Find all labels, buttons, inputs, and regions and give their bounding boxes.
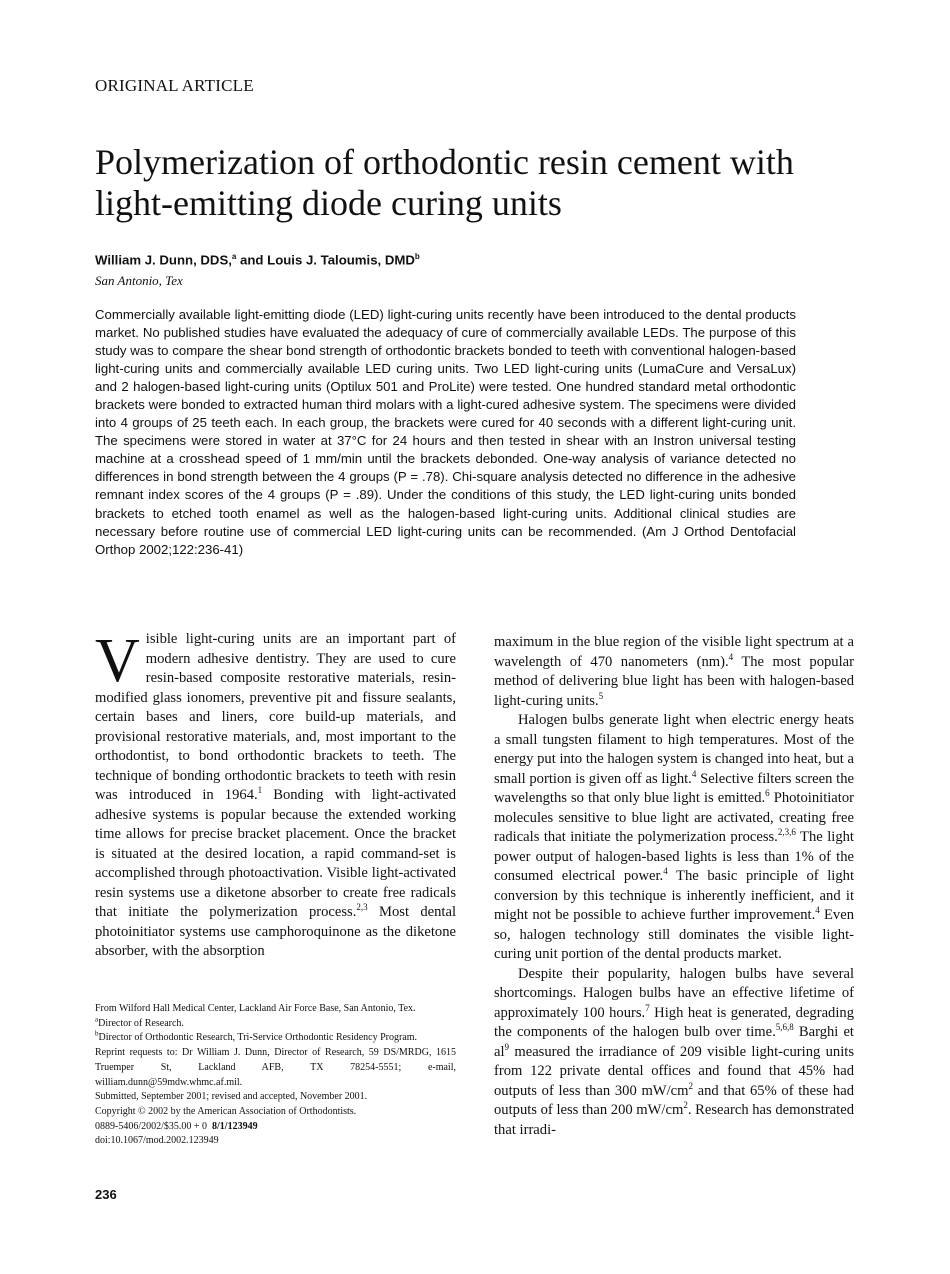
footnote-reprints: Reprint requests to: Dr William J. Dunn, Director of Research, 59 DS/MRDG, 1615 Truemper St, Lackland AFB, TX 78254-5551; e-mail, william.dunn@59mdw.whmc.af.mil. [95, 1047, 456, 1088]
footnote-affiliation: From Wilford Hall Medical Center, Lackland Air Force Base, San Antonio, Tex. [95, 1003, 416, 1014]
footnote-mark: b [95, 1030, 99, 1039]
body-column-right [494, 633, 854, 1140]
body-text: Selective filters screen the wavelengths so that only blue light is emitted. [494, 770, 855, 806]
body-text: Most dental photoinitiator systems use camphoroquinone as the diketone absorber, with the absorption [95, 904, 456, 959]
article-title: Polymerization of orthodontic resin cement with light-emitting diode curing units [95, 142, 794, 223]
issn-text: 0889-5406/2002/$35.00 + 0 [95, 1120, 213, 1132]
body-text: The basic principle of light conversion by this technique is inherently inefficient, and it might not be possible to achieve further improvement. [494, 868, 855, 923]
unit-exponent: 2 [683, 1100, 688, 1111]
citation-ref: 4 [815, 905, 820, 916]
body-text: maximum in the blue region of the visible light spectrum at a wavelength of 470 nanometers (nm). [494, 634, 854, 670]
body-text: Barghi et al [494, 1024, 854, 1060]
abstract: Commercially available light-emitting diode (LED) light-curing units recently have been introduced to the dental products market. No published studies have evaluated the adequacy of cure of commercially available LEDs. The purpose of this study was to compare the shear bond strength of orthodontic brackets bonded to teeth with conventional halogen-based light-curing units and commercially available LED curing units. Two LED light-curing units (LumaCure and VersaLux) and 2 halogen-based light-curing units (Optilux 501 and ProLite) were tested. One hundred standard metal orthodontic brackets were bonded to extracted human third molars with a light-cured adhesive system. The specimens were divided into 4 groups of 25 teeth each. In each group, the brackets were cured for 40 seconds with a different light-curing unit. The specimens were stored in water at 37°C for 24 hours and then tested in shear with an Instron universal testing machine at a crosshead speed of 1 mm/min until the brackets debonded. One-way analysis of variance detected no differences in bond strength between the 4 groups (P = .78). Chi-square analysis detected no difference in the adhesive remnant index scores of the 4 groups (P = .89). Under the conditions of this study, the LED light-curing units bonded brackets to etched tooth enamel as well as the halogen-based light-curing units. Additional clinical studies are necessary before routine use of commercial LED light-curing units can be recommended. (Am J Orthod Dentofacial Orthop 2002;122:236-41) [95, 307, 796, 557]
body-text: and that 65% of these had outputs of less than 200 mW/cm [494, 1082, 854, 1118]
footnote-text: Director of Research. [98, 1017, 184, 1029]
citation-ref: 7 [645, 1002, 650, 1013]
body-text: The light power output of halogen-based lights is less than 1% of the consumed electrical power. [494, 829, 854, 884]
citation-ref: 2,3 [356, 902, 368, 913]
body-text: Despite their popularity, halogen bulbs have several shortcomings. Halogen bulbs have an effective lifetime of approximately 100 hours. [494, 965, 854, 1021]
citation-ref: 9 [504, 1041, 510, 1052]
citation-ref: 2,3,6 [777, 827, 796, 838]
citation-ref: 4 [663, 866, 668, 877]
citation-ref: 4 [691, 768, 697, 779]
citation-ref: 4 [728, 651, 734, 662]
footnote-b [95, 1031, 456, 1046]
body-text: High heat is generated, degrading the components of the halogen bulb over time. [494, 1004, 854, 1040]
footnote-submitted: Submitted, September 2001; revised and accepted, November 2001. [95, 1091, 368, 1103]
unit-exponent: 2 [688, 1080, 693, 1091]
body-text: Bonding with light-activated adhesive systems is popular because the extended working time allows for precise bracket placement. Once the bracket is situated at the desired location, a rapid command-set is accomplished through photoactivation. Visible light-activated resin systems use a diketone absorber to create free radicals that initiate the polymerization process. [95, 787, 456, 920]
footnote-copyright: Copyright © 2002 by the American Association of Orthodontists. [95, 1105, 357, 1117]
body-column-left [95, 627, 456, 962]
body-text: . Research has demonstrated that irradi- [494, 1102, 854, 1138]
body-text: isible light-curing units are an important part of modern adhesive dentistry. They are used to cure resin-based composite restorative materials, resin-modified glass ionomers, preventive pit and fissure sealants, certain bases and liners, core build-up materials, and provisional restorative materials, and, most important to the orthodontist, to bond orthodontic brackets to teeth. The technique of bonding orthodontic brackets to teeth with resin was introduced in 1964. [95, 631, 456, 803]
issn-code: 8/1/123949 [212, 1120, 258, 1132]
author-1-affiliation-mark: a [231, 252, 237, 261]
author-line [95, 252, 420, 267]
citation-ref: 5,6,8 [775, 1022, 794, 1033]
body-text: Photoinitiator molecules sensitive to blue light are activated, creating free radicals that initiate the polymerization process. [494, 790, 854, 845]
page-number: 236 [95, 1187, 117, 1202]
footnote-text: Director of Orthodontic Research, Tri-Service Orthodontic Residency Program. [98, 1032, 418, 1044]
author-1: William J. Dunn, DDS, [95, 252, 232, 268]
citation-ref: 6 [765, 788, 770, 799]
body-text: Halogen bulbs generate light when electric energy heats a small tungsten filament to high temperatures. Most of the energy put into the halogen system is changed into heat, but a small portion is given off as light. [494, 712, 854, 787]
body-text: The most popular method of delivering blue light has been with halogen-based light-curing units. [494, 653, 854, 709]
section-label: ORIGINAL ARTICLE [95, 76, 254, 95]
footnote-mark: a [95, 1015, 99, 1024]
author-2-affiliation-mark: b [414, 252, 420, 261]
citation-ref: 5 [598, 690, 604, 701]
body-paragraph [494, 633, 854, 711]
drop-cap: V [95, 627, 140, 695]
author-location: San Antonio, Tex [95, 273, 183, 288]
body-text: measured the irradiance of 209 visible light-curing units from 122 private dental offices and found that 45% had outputs of less than 300 mW/cm [494, 1043, 854, 1099]
footnote-issn [95, 1120, 456, 1135]
body-paragraph [494, 965, 854, 1141]
footnotes [95, 1002, 456, 1149]
body-paragraph [494, 711, 854, 965]
footnote-a [95, 1017, 456, 1032]
body-paragraph [95, 627, 456, 962]
author-2: and Louis J. Taloumis, DMD [236, 252, 415, 268]
body-text: Even so, halogen technology still dominates the visible light-curing unit portion of the dental products market. [494, 907, 854, 962]
footnote-doi: doi:10.1067/mod.2002.123949 [95, 1135, 219, 1147]
citation-ref: 1 [257, 785, 263, 796]
